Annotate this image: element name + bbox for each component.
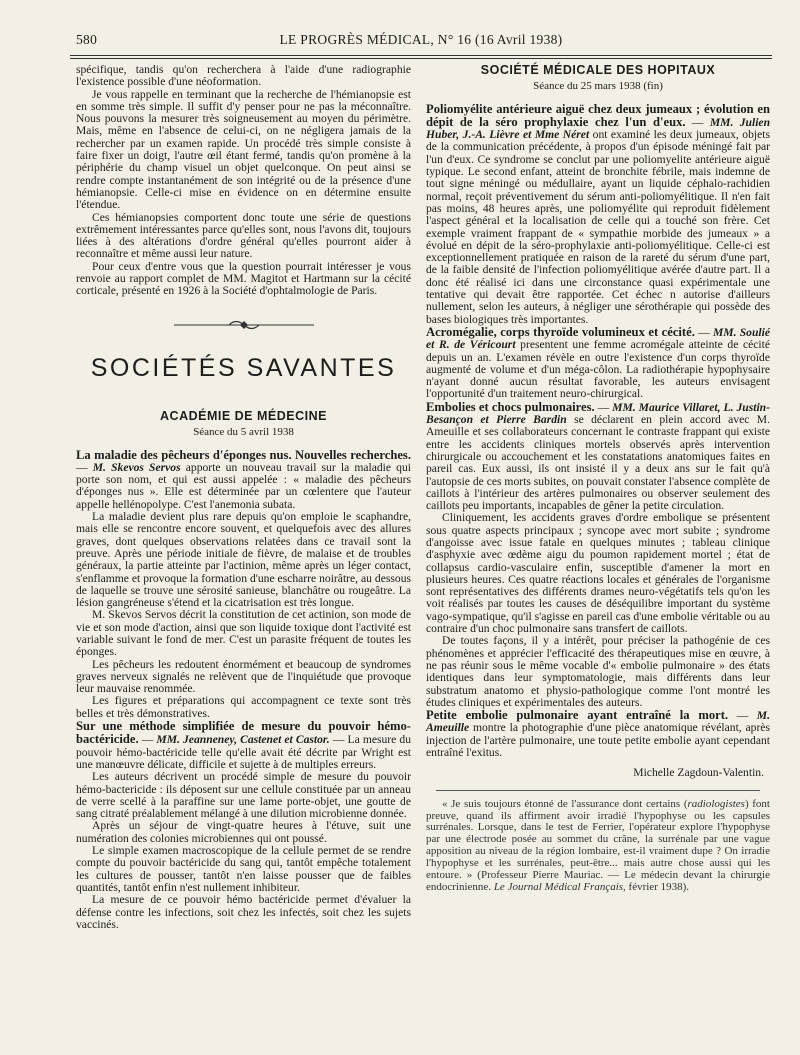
article-maladie-pecheurs: La maladie des pêcheurs d'éponges nus. Nouvelles recherches. — M. Skevos Servos apporte un nouveau travail sur la maladie qui porte son nom, et qui est aussi appelée : « maladie des pêcheurs d'éponges nus ». Elle est déterminée par un cœlentere que l'auteur appelle hellénopolype. C'est l'anemonia subata.	[76, 447, 411, 511]
article-authors: MM. Julien Huber, J.-A. Lièvre et Mme Néret	[426, 115, 771, 142]
paragraph: Pour ceux d'entre vous que la question pourrait intéresser je vous renvoie au rapport complet de MM. Magitot et Hartmann sur la cécité corticale, présenté en 1926 à la Société d'ophtalmologie de Paris.	[76, 259, 411, 298]
article-body: se déclarent en plein accord avec M. Ameuille et ses collaborateurs concernant le contraste frappant qui existe entre les accidents cliniques mortels observés après intervention chirurgicale ou accouchement et les constatations anatomiques faites en pareil cas. Eux aussi, ils ont insisté il y a deux ans sur le fait qu'à l'autopsie de ces morts subites, on pouvait constater l'absence complète de caillots à l'intérieur des artères pulmonaires ou observer seulement des caillots peu importants, incapables de gêner la petite circulation.	[426, 413, 770, 513]
note-text: , février 1938).	[623, 880, 690, 893]
paragraph: Après un séjour de vingt-quatre heures à l'étuve, suit une numération des colonies microbiennes qui ont poussé.	[76, 819, 411, 845]
article-body: ont examiné les deux jumeaux, objets de la communication précédente, à propos d'un épisode méningé fait par l'un d'eux. Ce syndrome se conclut par une poliomyelite antérieure aiguë typique. Le second enfant, atteint de bronchite fébrile, mais indemne de tout signe méningé ou médullaire, ayant un liquide céphalo-rachidien normal, reçoit préventivement du sérum anti-poliomyélitique. Il n'en fait pas moins, 48 heures après, une poliomyélite qui reproduit fidèlement l'aspect général et la localisation de celle qui a touché son frère. Cet exemple vraiment frappant de « sympathie morbide des jumeaux » a évolué en dépit de la séro-prophylaxie anti-poliomyélitique. Celle-ci est exceptionnellement pratiquée en raison de la rareté du sérum d'une part, de la faible densité de l'infection poliomyélitique avérée d'autre part. Il a donc été réalisé ici dans une circonstance quasi expérimentale une tentative qui devait être rapportée. Cet échec n autorise d'ailleurs nullement, selon les auteurs, à négliger une sérothérapie qui possède des bases biologiques très importantes.	[426, 128, 770, 326]
right-column	[426, 64, 770, 894]
header-rule	[70, 55, 772, 59]
article-poliomyelite: Poliomyélite antérieure aiguë chez deux jumeaux ; évolution en dépit de la séro prophylaxie chez l'un d'eux. — MM. Julien Huber, J.-A. Lièvre et Mme Néret ont examiné les deux jumeaux, objets de la communication précédente, à propos d'un épisode méningé fait par l'un d'eux. Ce syndrome se conclut par une poliomyelite antérieure aiguë typique. Le second enfant, atteint de bronchite fébrile, mais indemne de tout signe méningé ou médullaire, ayant un liquide céphalo-rachidien normal, reçoit préventivement du sérum anti-poliomyélitique. Il n'en fait pas moins, 48 heures après, une poliomyélite qui reproduit fidèlement l'aspect général et la localisation de celle qui a touché son frère. Cet exemple vraiment frappant de « sympathie morbide des jumeaux » a évolué en dépit de la séro-prophylaxie anti-poliomyélitique. Celle-ci est exceptionnellement pratiquée en raison de la rareté du sérum d'une part, de la faible densité de l'infection poliomyélitique avérée d'autre part. Il a donc été réalisé ici dans une circonstance quasi expérimentale une tentative qui devait être rapportée. Cet échec n autorise d'ailleurs nullement, selon les auteurs, à négliger une sérothérapie qui possède des bases biologiques très importantes.	[426, 101, 771, 326]
separator-rule	[436, 790, 760, 791]
article-body: apporte un nouveau travail sur la maladie qui porte son nom, et qui est aussi appelée : « maladie des pêcheurs d'éponges nus ». Elle est déterminée par un cœlentere que l'auteur appelle hellénopolype. C'est l'anemonia subata.	[76, 460, 411, 511]
article-acromegalie: Acromégalie, corps thyroïde volumineux et cécité. — MM. Soulié et R. de Véricourt presentent une femme acromégale atteinte de cécité depuis un an. L'examen révèle en outre l'existence d'un corps thyroïde augmenté de volume et d'un méga-côlon. La radiothérapie hypophysaire n'ayant donné aucun résultat favorable, les auteurs envisagent l'opportunité d'un traitement neuro-chirurgical.	[426, 324, 770, 401]
article-title: Sur une méthode simplifiée de mesure du pouvoir hémo-bactéricide.	[76, 719, 411, 747]
paragraph: La maladie devient plus rare depuis qu'on emploie le scaphandre, mais elle se rencontre encore souvent, et quelquefois avec des allures graves, dont quelques observations relatées dans ce travail sont la preuve. Après une période initiale de fièvre, de malaise et de troubles généraux, la partie atteinte par l'actinion, même après un léger contact, s'enflamme et provoque la formation d'une escharre noirâtre, au dessous de laquelle se trouve une sérosité sanieuse, blanchâtre ou rougeâtre. La lésion gangréneuse s'étend et la cicatrisation est très longue.	[76, 510, 411, 610]
left-column	[76, 64, 411, 931]
ornament-divider	[76, 318, 411, 332]
paragraph: De toutes façons, il y a intérêt, pour préciser la pathogénie de ces phénomènes et apprécier l'efficacité des thérapeutiques mise en œuvre, à ne pas réunir sous le même vocable d'« embolie pulmonaire » des états identiques dans leur symptomatologie, mais différents dans leur substratum anatomo et physio-pathologique comme l'ont montré les études cliniques et expérimentales des auteurs.	[426, 634, 770, 709]
note-text: « Je suis toujours étonné de l'assurance dont certains (	[442, 797, 688, 810]
journal-title: LE PROGRÈS MÉDICAL, N° 16 (16 Avril 1938)	[279, 32, 563, 47]
note-journal-title: Le Journal Médical Français	[493, 880, 624, 893]
article-body: La mesure du pouvoir hémo-bactéricide telle qu'elle avait été décrite par Wright est une manœuvre délicate, difficile et sujette à de multiples erreurs.	[76, 733, 411, 771]
article-body: presentent une femme acromégale atteinte de cécité depuis un an. L'examen révèle en outre l'existence d'un corps thyroïde augmenté de volume et d'un méga-côlon. La radiothérapie hypophysaire n'ayant donné aucun résultat favorable, les auteurs envisagent l'opportunité d'un traitement neuro-chirurgical.	[426, 338, 770, 401]
note-italic: radiologistes	[687, 797, 745, 810]
paragraph: La mesure de ce pouvoir hémo bactéricide permet d'évaluer la défense contre les infections, soit chez les infectés, soit chez les sujets vaccinés.	[76, 893, 411, 931]
article-authors: MM. Jeanneney, Castenet et Castor.	[156, 733, 330, 747]
paragraph: Le simple examen macroscopique de la cellule permet de se rendre compte du pouvoir bactéricide du sang qui, tantôt empêche totalement les cultures de pousser, tantôt n'en laisse pousser que de faibles quantités, tantôt enfin n'est nullement inhibiteur.	[76, 844, 411, 894]
article-authors: M. Ameuille	[426, 709, 770, 735]
paragraph: spécifique, tandis qu'on recherchera à l'aide d'une radiographie l'existence possible d'une néoformation.	[76, 63, 411, 89]
article-title: Acromégalie, corps thyroïde volumineux et cécité.	[426, 324, 695, 339]
session-date: Séance du 5 avril 1938	[193, 426, 294, 439]
article-body: montre la photographie d'une pièce anatomique révélant, après injection de l'artère pulmonaire, une toute petite embolie ayant cependant entraîné l'exitus.	[426, 721, 770, 760]
article-petite-embolie: Petite embolie pulmonaire ayant entraîné la mort. — M. Ameuille montre la photographie d'une pièce anatomique révélant, après injection de l'artère pulmonaire, une toute petite embolie ayant cependant entraîné l'exitus.	[426, 708, 770, 760]
session-date: Séance du 25 mars 1938 (fin)	[533, 80, 663, 93]
paragraph: M. Skevos Servos décrit la constitution de cet actinion, son mode de vie et son mode d'action, ainsi que son liquide toxique dont l'activité est variable suivant le fond de mer. C'est un parasite fréquent de toutes les éponges.	[76, 608, 411, 659]
article-title: La maladie des pêcheurs d'éponges nus. Nouvelles recherches.	[76, 447, 411, 462]
article-hemo-bactericide: Sur une méthode simplifiée de mesure du pouvoir hémo-bactéricide. — MM. Jeanneney, Castenet et Castor. — La mesure du pouvoir hémo-bactéricide telle qu'elle avait été décrite par Wright est une manœuvre délicate, difficile et sujette à de multiples erreurs.	[76, 719, 411, 771]
article-title: Embolies et chocs pulmonaires.	[426, 399, 595, 414]
article-authors: MM. Maurice Villaret, L. Justin-Besançon et Pierre Bardin	[426, 400, 770, 427]
paragraph: Les figures et préparations qui accompagnent ce texte sont très belles et très démonstratives.	[76, 694, 411, 720]
paragraph: Cliniquement, les accidents graves d'ordre embolique se présentent sous quatre aspects principaux ; syncope avec mort subite ; syndrome d'angoisse avec issue fatale en quelques minutes ; tableau clinique d'asphyxie avec œdème aigu du poumon rapidement mortel ; état de collapsus cardio-vasculaire enfin, susceptible d'amener la mort en plusieurs heures. Ces quatre réactions locales et générales de l'organisme sont représentatives des différents drames neuro-végétatifs tels qu'on les voit réalisés par toutes les causes de déséquilibre important du système vago-sympatique, qu'il s'agisse en pareil cas d'une embolie véritable ou au contraire d'un choc pulmonaire sans transfert de caillots.	[426, 511, 770, 636]
article-authors: MM. Soulié et R. de Véricourt	[426, 325, 770, 352]
paragraph: Je vous rappelle en terminant que la recherche de l'hémianopsie est en somme très simple. Il suffit d'y penser pour ne pas la méconnaître. Nous pouvons la mesurer très soigneusement au moyen du périmètre. Mais, même en l'absence de celui-ci, on ne négligera jamais de la rechercher par un examen rapide. Un procédé très simple consiste à faire fixer un doigt, l'autre œil étant fermé, tandis qu'on promène à la périphérie du champ visuel un objet quelconque. On peut ainsi se rendre compte instantanément de son intégrité ou de la présence d'une hémianopsie. Celle-ci mise en évidence on en détermine ensuite l'étendue.	[76, 87, 411, 212]
quotation-note	[426, 799, 770, 894]
paragraph: Les auteurs décrivent un procédé simple de mesure du pouvoir hémo-bactericide : ils déposent sur une cellule constituée par un anneau de verre scellé à la paraffine sur une lame porte-objet, une goutte de sang citraté préalablement mélangé à une dilution microbienne donnée.	[76, 770, 411, 821]
note-text: ) font preuve, quand ils affirment avoir irradié l'hypophyse ou les capsules surrénales. Lorsque, dans le test de Ferrier, l'opérateur explore l'hypophyse par une électrode posée au sommet du crâne, la surrénale par une vague apposition au niveau de la région lombaire, est-il vraiment dupe ? On irradie l'hypophyse et les surrénales, peut-être... mais autre chose aussi qui les entoure. » (Professeur Pierre Mauriac. — Le médecin devant la chirurgie endocrinienne.	[426, 797, 770, 893]
article-embolies: Embolies et chocs pulmonaires. — MM. Maurice Villaret, L. Justin-Besançon et Pierre Bardin se déclarent en plein accord avec M. Ameuille et ses collaborateurs concernant le contraste frappant qui existe entre les accidents cliniques mortels observés après intervention chirurgicale ou accouchement et les constatations anatomiques faites en pareil cas. Eux aussi, ils ont insisté il y a deux ans sur le fait qu'à l'autopsie de ces morts subites, on pouvait constater l'absence complète de caillots à l'intérieur des artères pulmonaires ou observer seulement des caillots peu importants, incapables de gêner la petite circulation.	[426, 399, 770, 513]
societes-savantes-heading: SOCIÉTÉS SAVANTES	[90, 353, 397, 382]
article-title: Poliomyélite antérieure aiguë chez deux jumeaux ; évolution en dépit de la séro prophylaxie chez l'un d'eux.	[426, 101, 770, 129]
article-title: Petite embolie pulmonaire ayant entraîné la mort.	[426, 708, 729, 723]
paragraph: Ces hémianopsies comportent donc toute une série de questions extrêmement intéressantes parce qu'elles sont, nous l'avons dit, toujours liées à des altérations d'ordre général qu'elles pourront aider à reconnaître et même aussi leur nature.	[76, 210, 411, 261]
paragraph: Les pêcheurs les redoutent énormément et beaucoup de syndromes graves nerveux signalés ne relèvent que de l'inquiétude que provoque leur mauvaise renommée.	[76, 657, 411, 696]
page-number: 580	[76, 32, 98, 47]
page-header	[70, 32, 772, 54]
societe-medicale-heading: SOCIÉTÉ MÉDICALE DES HOPITAUX	[480, 63, 716, 77]
academie-heading: ACADÉMIE DE MÉDECINE	[160, 408, 327, 423]
author-signature: Michelle Zagdoun-Valentin.	[633, 766, 764, 780]
article-authors: M. Skevos Servos	[92, 460, 181, 474]
